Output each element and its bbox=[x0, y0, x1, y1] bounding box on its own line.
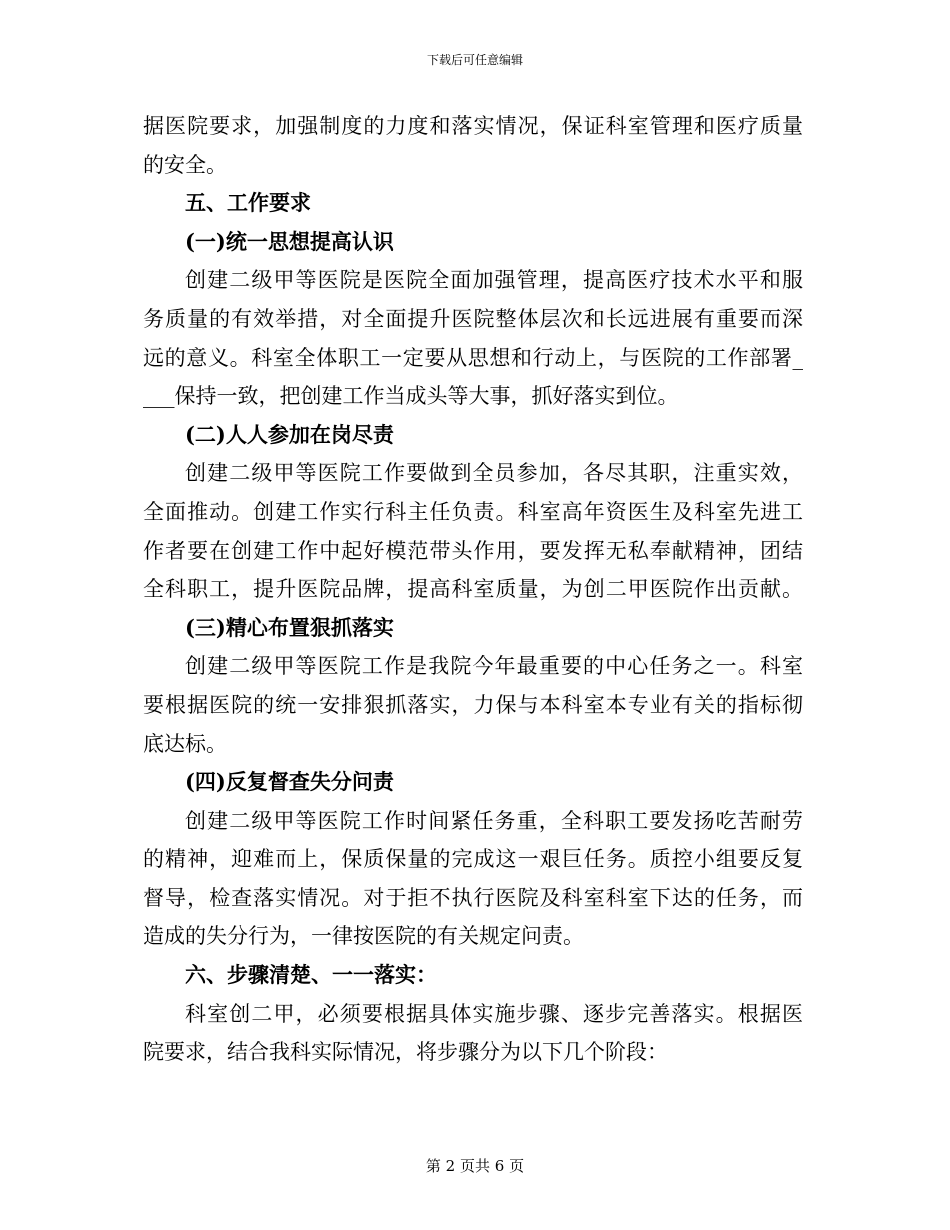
line-24: 科室创二甲，必须要根据具体实施步骤、逐步完善落实。根据医 bbox=[185, 1001, 803, 1026]
line-12: 作者要在创建工作中起好模范带头作用，要发挥无私奉献精神，团结 bbox=[143, 538, 803, 563]
page-header: 下载后可任意编辑 bbox=[426, 53, 523, 67]
line-19: 创建二级甲等医院工作时间紧任务重，全科职工要发扬吃苦耐劳 bbox=[185, 808, 803, 833]
line-8: ___保持一致，把创建工作当成头等大事，抓好落实到位。 bbox=[143, 384, 679, 409]
line-7: 远的意义。科室全体职工一定要从思想和行动上，与医院的工作部署_ bbox=[143, 345, 803, 370]
page-footer: 第 2 页共 6 页 bbox=[425, 1157, 525, 1175]
line-20: 的精神，迎难而上，保质保量的完成这一艰巨任务。质控小组要反复 bbox=[143, 847, 803, 872]
line-5: 创建二级甲等医院是医院全面加强管理，提高医疗技术水平和服 bbox=[185, 268, 803, 293]
document-body bbox=[143, 107, 803, 1072]
subheading-4: (四)反复督查失分问责 bbox=[185, 769, 394, 795]
section-heading-5: 五、工作要求 bbox=[185, 190, 311, 216]
line-10: 创建二级甲等医院工作要做到全员参加，各尽其职，注重实效， bbox=[185, 461, 803, 486]
line-17: 底达标。 bbox=[143, 731, 227, 756]
subheading-3: (三)精心布置狠抓落实 bbox=[185, 614, 394, 640]
line-21: 督导，检查落实情况。对于拒不执行医院及科室科室下达的任务，而 bbox=[143, 885, 803, 910]
section-heading-6: 六、步骤清楚、一一落实： bbox=[185, 962, 437, 988]
line-6: 务质量的有效举措，对全面提升医院整体层次和长远进展有重要而深 bbox=[143, 306, 803, 331]
line-11: 全面推动。创建工作实行科主任负责。科室高年资医生及科室先进工 bbox=[143, 499, 803, 524]
line-25: 院要求，结合我科实际情况，将步骤分为以下几个阶段： bbox=[143, 1040, 668, 1065]
line-22: 造成的失分行为，一律按医院的有关规定问责。 bbox=[143, 924, 584, 949]
line-1: 据医院要求，加强制度的力度和落实情况，保证科室管理和医疗质量 bbox=[143, 114, 803, 138]
line-16: 要根据医院的统一安排狠抓落实，力保与本科室本专业有关的指标彻 bbox=[143, 692, 803, 717]
line-2: 的安全。 bbox=[143, 152, 227, 177]
line-13: 全科职工，提升医院品牌，提高科室质量，为创二甲医院作出贡献。 bbox=[143, 577, 803, 602]
subheading-1: (一)统一思想提高认识 bbox=[185, 228, 394, 254]
subheading-2: (二)人人参加在岗尽责 bbox=[185, 421, 394, 447]
line-15: 创建二级甲等医院工作是我院今年最重要的中心任务之一。科室 bbox=[185, 654, 803, 679]
